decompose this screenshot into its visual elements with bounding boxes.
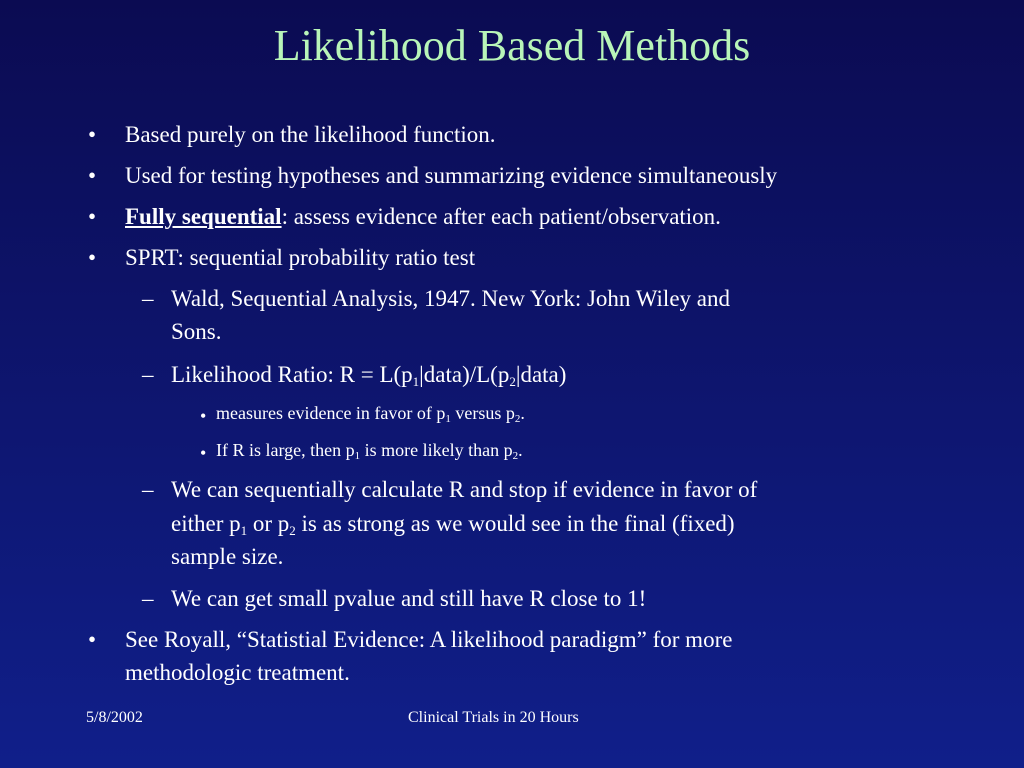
sub-text-sequential-calc-line1: We can sequentially calculate R and stop if evidence in favor of: [171, 477, 758, 502]
lr-part: Likelihood Ratio: R = L(p: [171, 362, 413, 387]
dash-marker: –: [142, 477, 154, 502]
text-part: or p: [247, 511, 290, 536]
sub-text-wald-line1: Wald, Sequential Analysis, 1947. New York: John Wiley and: [171, 286, 730, 311]
subsub-text-r-large: [216, 437, 896, 463]
text-part: is as strong as we would see in the final (fixed): [295, 511, 735, 536]
sub-text-sequential-calc-line3: sample size.: [171, 544, 284, 569]
bullet-marker: •: [88, 245, 97, 270]
text-part: If R is large, then p: [216, 440, 355, 460]
subscript: 1: [240, 523, 248, 538]
bullet-marker-small: •: [200, 406, 207, 426]
text-part: is more likely than p: [360, 440, 513, 460]
lr-part: |data)/L(p: [419, 362, 510, 387]
bullet-text-royall-line1: See Royall, “Statistial Evidence: A likelihood paradigm” for more: [125, 627, 733, 652]
bullet-marker-small: •: [200, 443, 207, 463]
subscript: 1: [354, 450, 361, 462]
subscript: 2: [289, 523, 296, 538]
text-part: versus p: [450, 403, 515, 423]
bullet-marker: •: [88, 122, 97, 147]
dash-marker: –: [142, 286, 154, 311]
dash-marker: –: [142, 362, 154, 387]
fully-sequential-emphasis: Fully sequential: [125, 204, 282, 229]
sub-text-likelihood-ratio: [171, 358, 911, 391]
dash-marker: –: [142, 586, 154, 611]
bullet-marker: •: [88, 163, 97, 188]
bullet-marker: •: [88, 204, 97, 229]
footer-date: 5/8/2002: [86, 709, 143, 726]
fully-sequential-rest: : assess evidence after each patient/observation.: [281, 204, 721, 229]
sub-text-wald-line2: Sons.: [171, 319, 222, 344]
lr-part: |data): [515, 362, 567, 387]
subscript: 2: [509, 374, 516, 389]
bullet-text-testing-hypotheses: Used for testing hypotheses and summarizing evidence simultaneously: [125, 163, 778, 188]
subscript: 1: [445, 413, 451, 425]
bullet-text-likelihood-function: Based purely on the likelihood function.: [125, 122, 496, 147]
text-part: either p: [171, 511, 241, 536]
bullet-text-fully-sequential: [125, 200, 945, 233]
subscript: 2: [514, 413, 521, 425]
text-part: measures evidence in favor of p: [216, 403, 446, 423]
subscript: 2: [512, 450, 519, 462]
text-part: .: [518, 440, 523, 460]
bullet-text-sprt: SPRT: sequential probability ratio test: [125, 245, 476, 270]
bullet-text-royall-line2: methodologic treatment.: [125, 660, 350, 685]
sub-text-small-pvalue: We can get small pvalue and still have R close to 1!: [171, 586, 647, 611]
slide-title: Likelihood Based Methods: [273, 21, 751, 70]
footer-center-title: Clinical Trials in 20 Hours: [408, 709, 579, 726]
sub-text-sequential-calc-line2: [171, 507, 911, 540]
subsub-text-measures-evidence: [216, 400, 896, 426]
text-part: .: [520, 403, 525, 423]
subscript: 1: [412, 374, 420, 389]
bullet-marker: •: [88, 627, 97, 652]
